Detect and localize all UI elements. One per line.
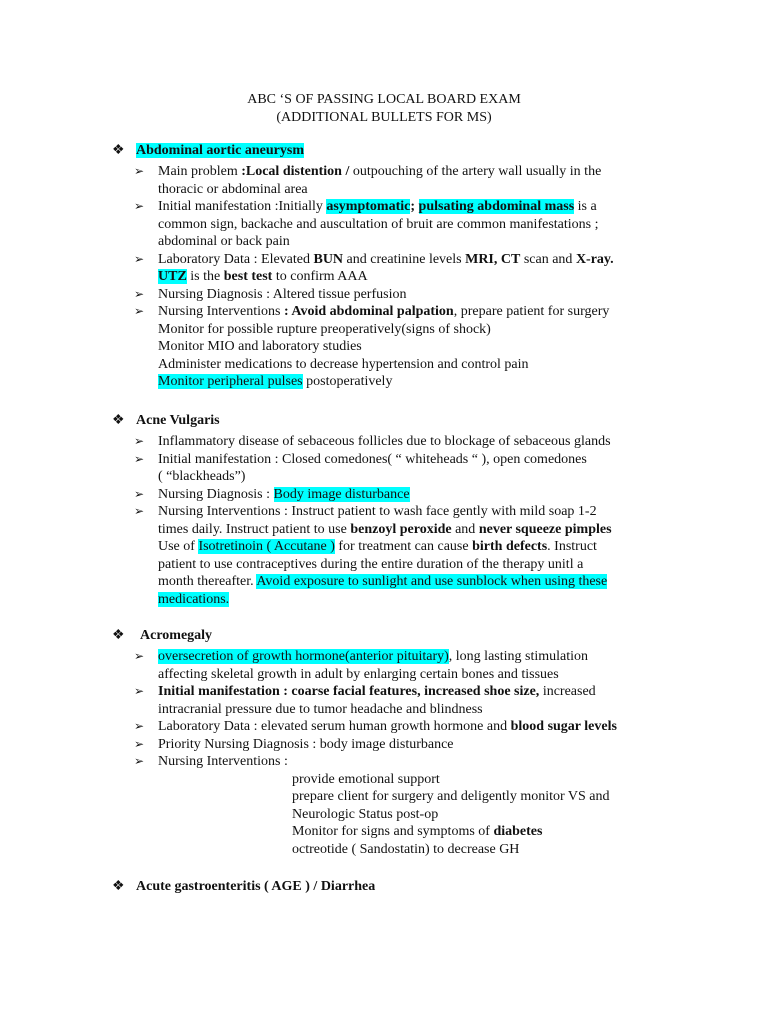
list-item-line: Nursing Diagnosis : Altered tissue perfusion <box>158 286 407 302</box>
arrow-bullet-icon: ➢ <box>134 164 145 178</box>
list-item-line: Nursing Interventions : Instruct patient to wash face gently with mild soap 1-2 <box>158 504 597 519</box>
arrow-bullet-icon: ➢ <box>134 486 145 501</box>
intervention-line: Neurologic Status post-op <box>292 806 439 822</box>
intervention-line: Monitor for signs and symptoms of diabetes <box>292 824 543 839</box>
title-line-2: (ADDITIONAL BULLETS FOR MS) <box>276 110 492 125</box>
list-item <box>134 648 658 683</box>
list-item-line: Nursing Interventions : <box>158 754 288 769</box>
list-item-line: month thereafter. Avoid exposure to sunlight and use sunblock when using these <box>158 574 608 589</box>
list-item-line: intracranial pressure due to tumor headache and blindness <box>158 701 483 717</box>
list-item <box>134 486 658 504</box>
list-item-line: Priority Nursing Diagnosis : body image disturbance <box>158 736 454 752</box>
section-heading-text: Abdominal aortic aneurysm <box>136 143 304 158</box>
list-item <box>134 451 658 486</box>
list-item <box>134 198 658 251</box>
section-items <box>134 648 658 858</box>
list-item <box>134 286 658 304</box>
list-item-line: Main problem :Local distention / outpouching of the artery wall usually in the <box>158 164 602 179</box>
section-0 <box>112 142 658 391</box>
section-heading <box>112 878 658 896</box>
list-item-line: abdominal or back pain <box>158 234 290 249</box>
arrow-bullet-icon: ➢ <box>134 684 145 698</box>
list-item-line: Initial manifestation : coarse facial features, increased shoe size, increased <box>158 684 596 699</box>
section-2 <box>112 627 658 858</box>
list-item <box>134 433 658 451</box>
arrow-bullet-icon: ➢ <box>134 719 145 733</box>
section-heading-text: Acute gastroenteritis ( AGE ) / Diarrhea <box>136 879 376 894</box>
list-item <box>134 251 658 286</box>
list-item-line: Inflammatory disease of sebaceous follicles due to blockage of sebaceous glands <box>158 434 611 449</box>
list-item <box>134 683 658 718</box>
list-item-line: oversecretion of growth hormone(anterior pituitary), long lasting stimulation <box>158 649 589 664</box>
list-item-line: affecting skeletal growth in adult by enlarging certain bones and tissues <box>158 666 559 682</box>
list-item-line: medications. <box>158 591 230 607</box>
list-item-line: Monitor for possible rupture preoperatively(signs of shock) <box>158 321 491 337</box>
section-heading <box>112 142 658 160</box>
intervention-line: provide emotional support <box>292 771 440 787</box>
intervention-line: prepare client for surgery and deligently monitor VS and <box>292 789 610 804</box>
arrow-bullet-icon: ➢ <box>134 199 145 213</box>
list-item-line: UTZ is the best test to confirm AAA <box>158 269 368 284</box>
section-items <box>134 433 658 608</box>
list-item <box>134 736 658 754</box>
title-line-1: ABC ‘S OF PASSING LOCAL BOARD EXAM <box>247 92 521 107</box>
arrow-bullet-icon: ➢ <box>134 434 145 448</box>
arrow-bullet-icon: ➢ <box>134 286 145 301</box>
list-item-line: times daily. Instruct patient to use benzoyl peroxide and never squeeze pimples <box>158 521 612 537</box>
list-item-line: patient to use contraceptives during the entire duration of the therapy unitl a <box>158 556 584 572</box>
arrow-bullet-icon: ➢ <box>134 504 145 518</box>
section-1 <box>112 412 658 608</box>
section-3 <box>112 878 658 899</box>
list-item-line: Nursing Interventions : Avoid abdominal palpation, prepare patient for surgery <box>158 304 610 319</box>
arrow-bullet-icon: ➢ <box>134 251 145 266</box>
list-item-line: Initial manifestation :Initially asymptomatic; pulsating abdominal mass is a <box>158 199 597 214</box>
diamond-bullet-icon: ❖ <box>112 879 125 894</box>
section-heading-text: Acne Vulgaris <box>136 413 220 428</box>
section-heading <box>112 412 658 430</box>
diamond-bullet-icon: ❖ <box>112 628 125 643</box>
arrow-bullet-icon: ➢ <box>134 451 145 466</box>
list-item-line: ( “blackheads”) <box>158 469 246 484</box>
list-item-line: Use of Isotretinoin ( Accutane ) for treatment can cause birth defects. Instruct <box>158 539 597 554</box>
section-items <box>134 163 658 391</box>
arrow-bullet-icon: ➢ <box>134 649 145 663</box>
list-item-line: Laboratory Data : Elevated BUN and creatinine levels MRI, CT scan and X-ray. <box>158 251 614 267</box>
section-heading-text: Acromegaly <box>140 628 213 643</box>
arrow-bullet-icon: ➢ <box>134 304 145 318</box>
document-title <box>0 0 768 127</box>
list-item <box>134 503 658 608</box>
arrow-bullet-icon: ➢ <box>134 736 145 751</box>
list-item-line: Administer medications to decrease hypertension and control pain <box>158 356 529 372</box>
diamond-bullet-icon: ❖ <box>112 143 125 158</box>
list-item <box>134 718 658 736</box>
list-item-line: Nursing Diagnosis : Body image disturbance <box>158 486 410 502</box>
list-item-line: thoracic or abdominal area <box>158 181 308 197</box>
list-item <box>134 303 658 391</box>
list-item-line: Laboratory Data : elevated serum human growth hormone and blood sugar levels <box>158 719 617 734</box>
section-heading <box>112 627 658 645</box>
diamond-bullet-icon: ❖ <box>112 413 125 428</box>
list-item-line: common sign, backache and auscultation of bruit are common manifestations ; <box>158 216 599 232</box>
list-item-line: Initial manifestation : Closed comedones( “ whiteheads “ ), open comedones <box>158 451 587 467</box>
list-item <box>134 753 658 771</box>
list-item <box>134 163 658 198</box>
list-item-line: Monitor peripheral pulses postoperatively <box>158 374 393 389</box>
intervention-line: octreotide ( Sandostatin) to decrease GH <box>292 841 520 857</box>
list-item-line: Monitor MIO and laboratory studies <box>158 339 362 354</box>
arrow-bullet-icon: ➢ <box>134 754 145 768</box>
